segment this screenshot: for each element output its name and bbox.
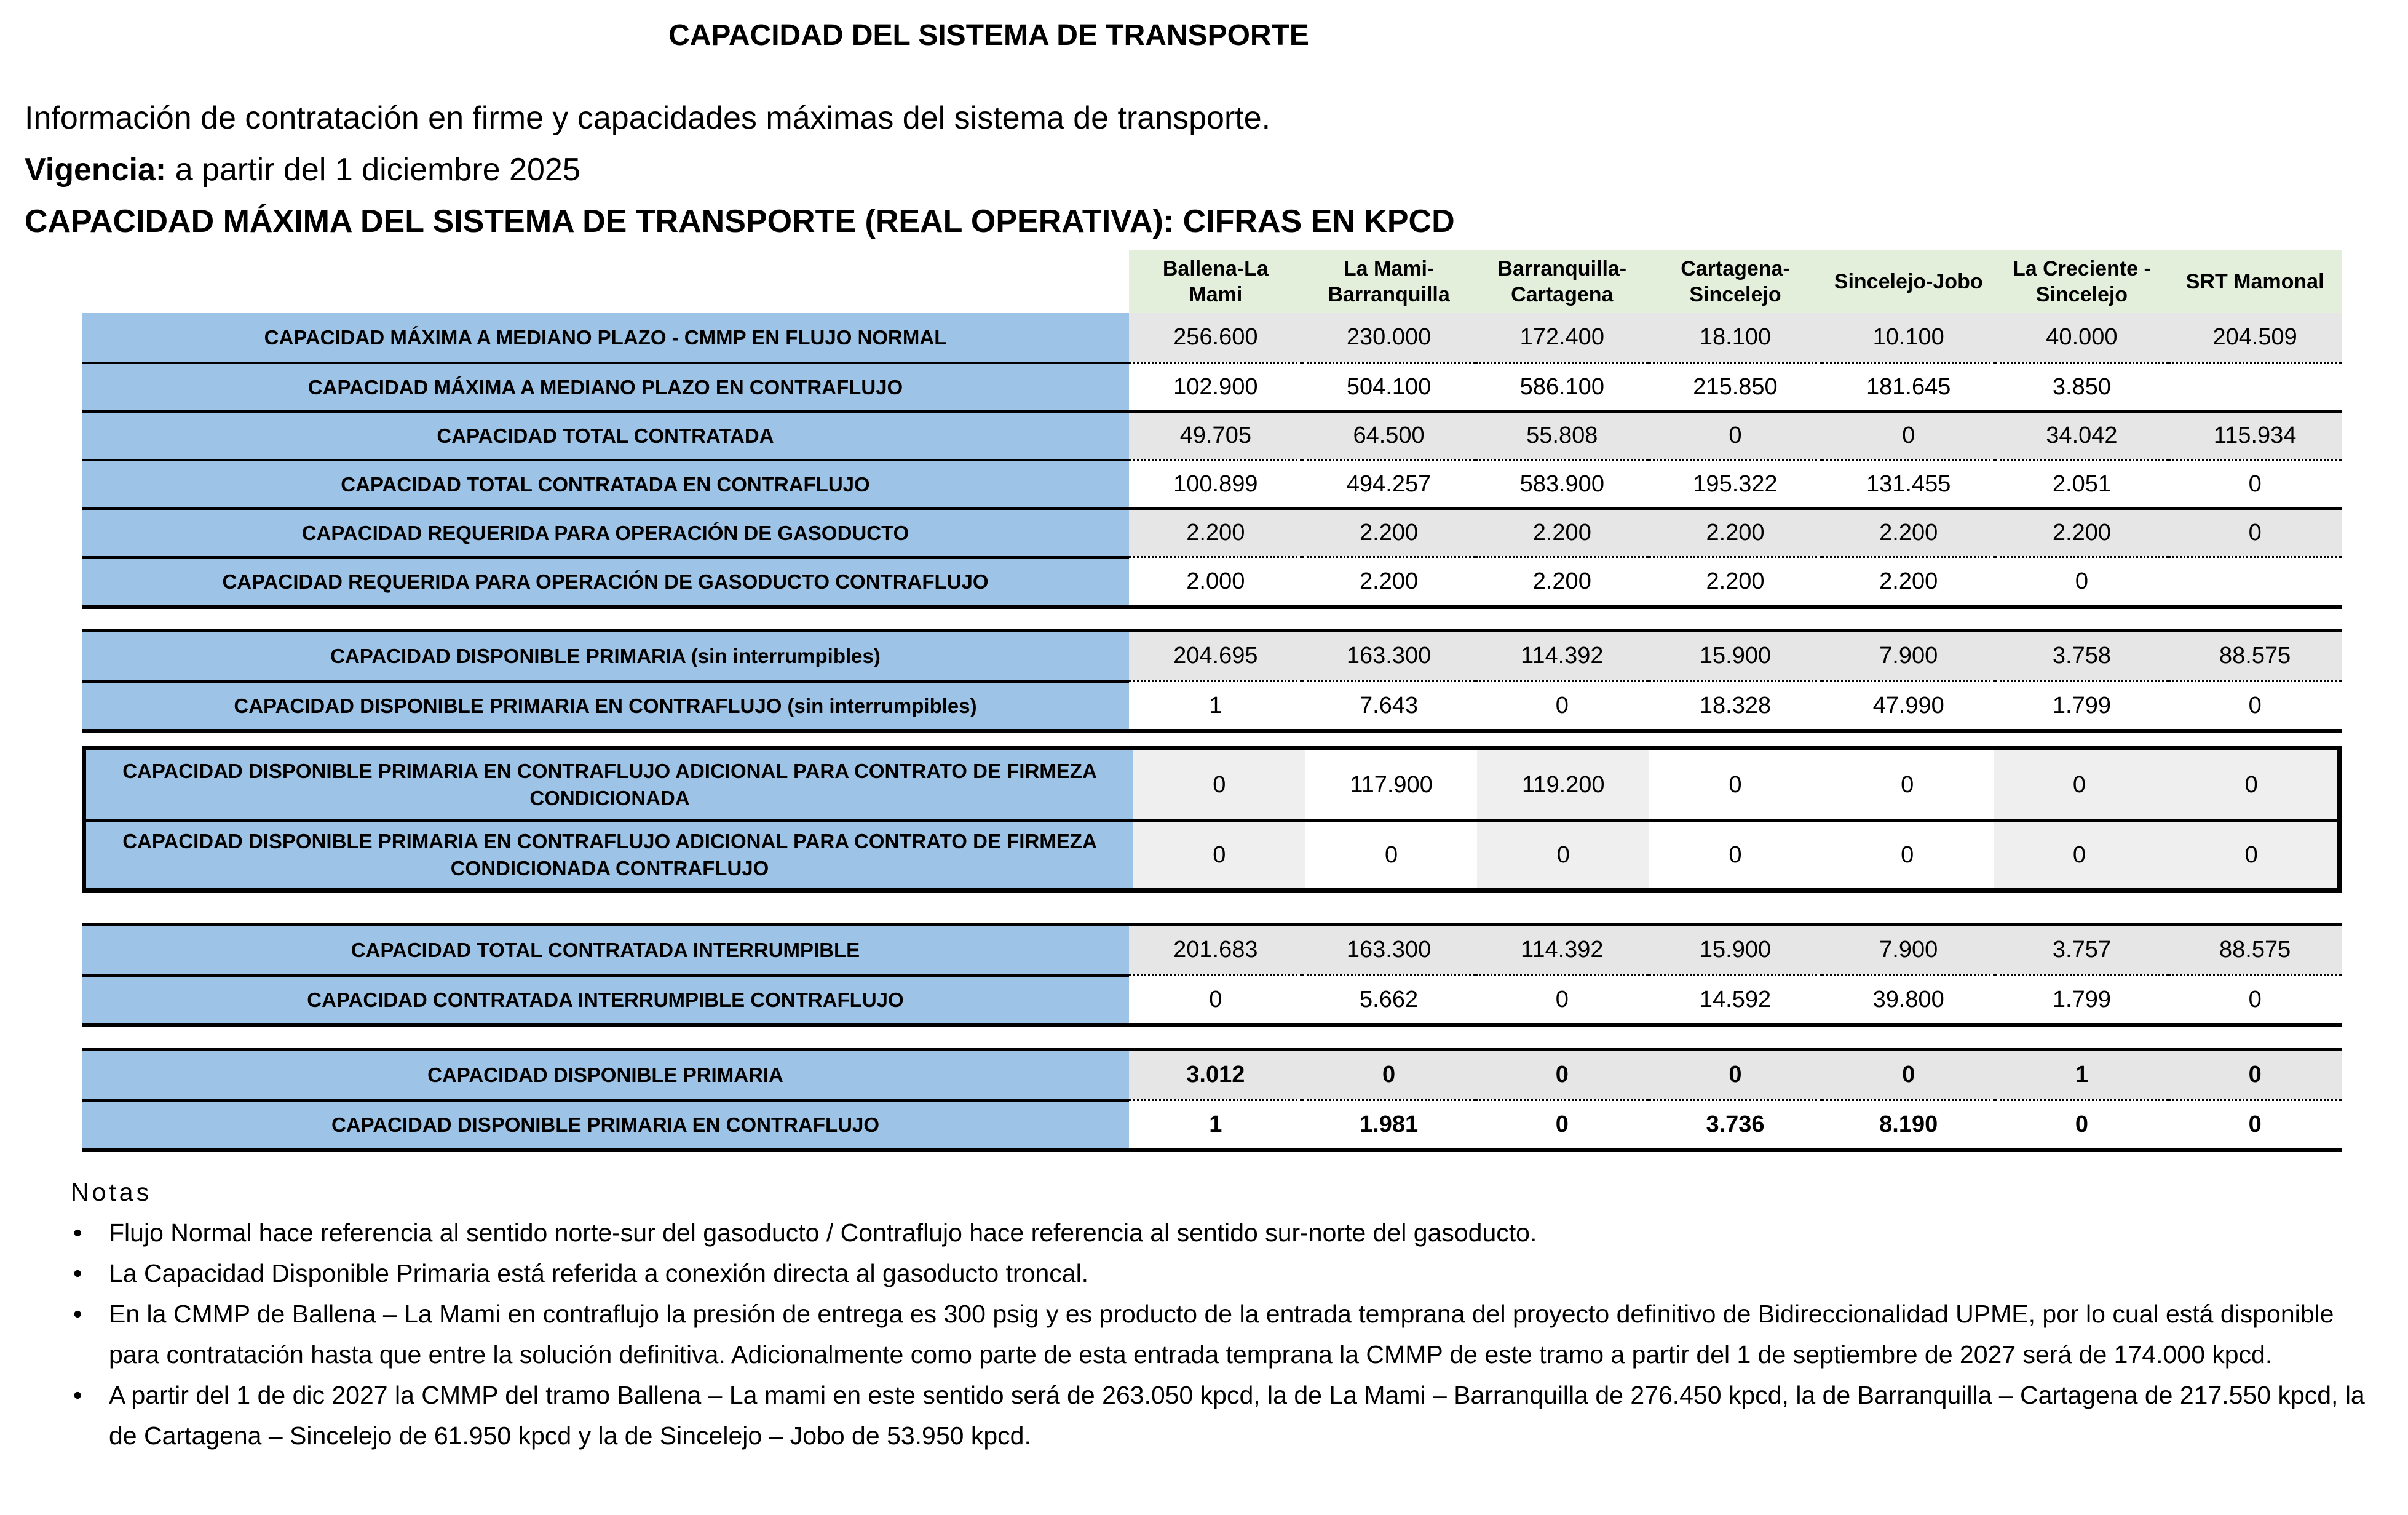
value-cell: 0 bbox=[1475, 974, 1649, 1023]
value-cell: 47.990 bbox=[1822, 680, 1995, 729]
column-header: Sincelejo-Jobo bbox=[1822, 250, 1995, 313]
value-cell: 0 bbox=[1302, 1051, 1476, 1099]
value-cell: 0 bbox=[1649, 750, 1821, 819]
table-row bbox=[82, 1099, 2342, 1148]
value-cell: 64.500 bbox=[1302, 410, 1476, 459]
table-section-cmmp bbox=[82, 313, 2342, 609]
value-cell: 1.799 bbox=[1995, 974, 2169, 1023]
value-cell: 0 bbox=[1995, 556, 2169, 605]
column-header: Ballena-La Mami bbox=[1129, 250, 1302, 313]
value-cell: 34.042 bbox=[1995, 410, 2169, 459]
row-label: CAPACIDAD DISPONIBLE PRIMARIA bbox=[82, 1051, 1129, 1099]
value-cell: 504.100 bbox=[1302, 362, 1476, 410]
notes bbox=[71, 1172, 2370, 1456]
value-cell: 0 bbox=[1994, 750, 2166, 819]
value-cell: 1 bbox=[1129, 1099, 1302, 1148]
row-label: CAPACIDAD DISPONIBLE PRIMARIA EN CONTRAFLUJO bbox=[82, 1099, 1129, 1148]
value-cell: 88.575 bbox=[2168, 926, 2342, 974]
section-heading: CAPACIDAD MÁXIMA DEL SISTEMA DE TRANSPORTE (REAL OPERATIVA): CIFRAS EN KPCD bbox=[25, 204, 1455, 239]
value-cell: 117.900 bbox=[1305, 750, 1478, 819]
value-cell: 100.899 bbox=[1129, 459, 1302, 507]
value-cell: 102.900 bbox=[1129, 362, 1302, 410]
column-header: Cartagena-Sincelejo bbox=[1649, 250, 1822, 313]
table-row bbox=[82, 1051, 2342, 1099]
note-item bbox=[71, 1253, 2370, 1294]
value-cell: 3.850 bbox=[1995, 362, 2169, 410]
value-cell: 0 bbox=[2168, 1051, 2342, 1099]
value-cell: 114.392 bbox=[1475, 632, 1649, 680]
value-cell: 15.900 bbox=[1649, 926, 1822, 974]
value-cell: 49.705 bbox=[1129, 410, 1302, 459]
value-cell: 204.509 bbox=[2168, 313, 2342, 362]
value-cell: 230.000 bbox=[1302, 313, 1476, 362]
vigencia-line bbox=[25, 144, 2361, 196]
value-cell: 39.800 bbox=[1822, 974, 1995, 1023]
table-header-row bbox=[82, 250, 2342, 313]
value-cell: 0 bbox=[2168, 974, 2342, 1023]
value-cell: 0 bbox=[1475, 1099, 1649, 1148]
row-label: CAPACIDAD DISPONIBLE PRIMARIA EN CONTRAFLUJO ADICIONAL PARA CONTRATO DE FIRMEZA CONDICIONADA CONTRAFLUJO bbox=[86, 819, 1133, 888]
value-cell: 256.600 bbox=[1129, 313, 1302, 362]
value-cell: 1.799 bbox=[1995, 680, 2169, 729]
capacity-table bbox=[82, 250, 2342, 1152]
value-cell: 583.900 bbox=[1475, 459, 1649, 507]
value-cell: 2.200 bbox=[1302, 507, 1476, 556]
value-cell: 2.000 bbox=[1129, 556, 1302, 605]
value-cell: 0 bbox=[1995, 1099, 2169, 1148]
value-cell: 163.300 bbox=[1302, 632, 1476, 680]
value-cell: 2.200 bbox=[1302, 556, 1476, 605]
value-cell: 88.575 bbox=[2168, 632, 2342, 680]
table-row bbox=[82, 632, 2342, 680]
value-cell: 0 bbox=[1649, 819, 1821, 888]
value-cell: 2.200 bbox=[1475, 556, 1649, 605]
value-cell: 2.200 bbox=[1475, 507, 1649, 556]
value-cell: 5.662 bbox=[1302, 974, 1476, 1023]
bullet-icon: • bbox=[73, 1381, 82, 1409]
value-cell: 0 bbox=[1994, 819, 2166, 888]
row-label: CAPACIDAD TOTAL CONTRATADA bbox=[82, 410, 1129, 459]
value-cell: 0 bbox=[2168, 680, 2342, 729]
column-header: SRT Mamonal bbox=[2168, 250, 2342, 313]
value-cell: 2.051 bbox=[1995, 459, 2169, 507]
note-item bbox=[71, 1375, 2370, 1456]
value-cell: 18.100 bbox=[1649, 313, 1822, 362]
value-cell: 0 bbox=[1305, 819, 1478, 888]
row-label: CAPACIDAD MÁXIMA A MEDIANO PLAZO EN CONTRAFLUJO bbox=[82, 362, 1129, 410]
value-cell: 2.200 bbox=[1649, 507, 1822, 556]
vigencia-label: Vigencia: bbox=[25, 152, 167, 188]
value-cell: 115.934 bbox=[2168, 410, 2342, 459]
table-row bbox=[82, 362, 2342, 410]
table-row bbox=[82, 974, 2342, 1023]
bullet-icon: • bbox=[73, 1300, 82, 1328]
row-label: CAPACIDAD CONTRATADA INTERRUMPIBLE CONTRAFLUJO bbox=[82, 974, 1129, 1023]
note-item bbox=[71, 1294, 2370, 1375]
value-cell: 7.900 bbox=[1822, 632, 1995, 680]
value-cell: 2.200 bbox=[1649, 556, 1822, 605]
table-section-firmeza-condicionada bbox=[82, 746, 2342, 893]
value-cell: 2.200 bbox=[1822, 556, 1995, 605]
value-cell: 0 bbox=[2168, 507, 2342, 556]
value-cell bbox=[2168, 556, 2342, 605]
table-row bbox=[82, 556, 2342, 605]
subtitle: Información de contratación en firme y capacidades máximas del sistema de transporte. bbox=[25, 100, 1271, 136]
table-row bbox=[82, 680, 2342, 729]
table-section-disponible-primaria-sin-interrumpibles bbox=[82, 629, 2342, 733]
value-cell: 15.900 bbox=[1649, 632, 1822, 680]
value-cell: 3.012 bbox=[1129, 1051, 1302, 1099]
note-text: La Capacidad Disponible Primaria está referida a conexión directa al gasoducto troncal. bbox=[109, 1259, 1089, 1287]
value-cell: 1 bbox=[1129, 680, 1302, 729]
value-cell: 14.592 bbox=[1649, 974, 1822, 1023]
value-cell: 0 bbox=[1649, 410, 1822, 459]
value-cell: 1.981 bbox=[1302, 1099, 1476, 1148]
bullet-icon: • bbox=[73, 1259, 82, 1287]
value-cell: 586.100 bbox=[1475, 362, 1649, 410]
value-cell bbox=[2168, 362, 2342, 410]
value-cell: 3.736 bbox=[1649, 1099, 1822, 1148]
row-label: CAPACIDAD MÁXIMA A MEDIANO PLAZO - CMMP EN FLUJO NORMAL bbox=[82, 313, 1129, 362]
value-cell: 172.400 bbox=[1475, 313, 1649, 362]
table-row bbox=[86, 819, 2337, 888]
value-cell: 0 bbox=[1477, 819, 1649, 888]
value-cell: 0 bbox=[1821, 750, 1994, 819]
value-cell: 119.200 bbox=[1477, 750, 1649, 819]
value-cell: 0 bbox=[2168, 459, 2342, 507]
value-cell: 7.643 bbox=[1302, 680, 1476, 729]
value-cell: 1 bbox=[1995, 1051, 2169, 1099]
column-header: La Mami-Barranquilla bbox=[1302, 250, 1476, 313]
value-cell: 40.000 bbox=[1995, 313, 2169, 362]
value-cell: 0 bbox=[2165, 750, 2337, 819]
value-cell: 204.695 bbox=[1129, 632, 1302, 680]
page-title: CAPACIDAD DEL SISTEMA DE TRANSPORTE bbox=[668, 19, 1309, 52]
value-cell: 0 bbox=[1822, 410, 1995, 459]
value-cell: 3.757 bbox=[1995, 926, 2169, 974]
notes-heading: Notas bbox=[71, 1178, 152, 1206]
value-cell: 0 bbox=[2168, 1099, 2342, 1148]
value-cell: 0 bbox=[1133, 750, 1305, 819]
row-label: CAPACIDAD TOTAL CONTRATADA INTERRUMPIBLE bbox=[82, 926, 1129, 974]
note-text: En la CMMP de Ballena – La Mami en contraflujo la presión de entrega es 300 psig y es producto de la entrada temprana del proyecto definitivo de Bidireccionalidad UPME, por lo cual está disponible para contratación hasta que entre la solución definitiva. Adicionalmente como parte de esta entrada temprana la CMMP de este tramo a partir del 1 de septiembre de 2027 será de 174.000 kpcd. bbox=[109, 1300, 2334, 1369]
table-row bbox=[86, 750, 2337, 819]
note-text: Flujo Normal hace referencia al sentido norte-sur del gasoducto / Contraflujo hace referencia al sentido sur-norte del gasoducto. bbox=[109, 1219, 1537, 1247]
value-cell: 0 bbox=[2165, 819, 2337, 888]
value-cell: 0 bbox=[1821, 819, 1994, 888]
value-cell: 114.392 bbox=[1475, 926, 1649, 974]
value-cell: 3.758 bbox=[1995, 632, 2169, 680]
column-header: La Creciente - Sincelejo bbox=[1995, 250, 2169, 313]
column-header: Barranquilla-Cartagena bbox=[1475, 250, 1649, 313]
value-cell: 2.200 bbox=[1822, 507, 1995, 556]
bullet-icon: • bbox=[73, 1219, 82, 1247]
value-cell: 2.200 bbox=[1995, 507, 2169, 556]
value-cell: 8.190 bbox=[1822, 1099, 1995, 1148]
table-section-interrumpible bbox=[82, 923, 2342, 1027]
note-text: A partir del 1 de dic 2027 la CMMP del tramo Ballena – La mami en este sentido será de 263.050 kpcd, la de La Mami – Barranquilla de 276.450 kpcd, la de Barranquilla – Cartagena de 217.550 kpcd, la de Cartagena – Sincelejo de 61.950 kpcd y la de Sincelejo – Jobo de 53.950 kpcd. bbox=[109, 1381, 2365, 1450]
value-cell: 0 bbox=[1129, 974, 1302, 1023]
value-cell: 181.645 bbox=[1822, 362, 1995, 410]
value-cell: 18.328 bbox=[1649, 680, 1822, 729]
vigencia-value: a partir del 1 diciembre 2025 bbox=[166, 152, 580, 188]
value-cell: 215.850 bbox=[1649, 362, 1822, 410]
value-cell: 0 bbox=[1133, 819, 1305, 888]
row-label: CAPACIDAD REQUERIDA PARA OPERACIÓN DE GASODUCTO CONTRAFLUJO bbox=[82, 556, 1129, 605]
value-cell: 0 bbox=[1649, 1051, 1822, 1099]
intro-block bbox=[25, 92, 2361, 247]
value-cell: 201.683 bbox=[1129, 926, 1302, 974]
row-label: CAPACIDAD DISPONIBLE PRIMARIA EN CONTRAFLUJO ADICIONAL PARA CONTRATO DE FIRMEZA CONDICIONADA bbox=[86, 750, 1133, 819]
table-section-disponible-primaria bbox=[82, 1048, 2342, 1152]
value-cell: 55.808 bbox=[1475, 410, 1649, 459]
row-label: CAPACIDAD TOTAL CONTRATADA EN CONTRAFLUJO bbox=[82, 459, 1129, 507]
row-label: CAPACIDAD DISPONIBLE PRIMARIA EN CONTRAFLUJO (sin interrumpibles) bbox=[82, 680, 1129, 729]
row-label: CAPACIDAD DISPONIBLE PRIMARIA (sin interrumpibles) bbox=[82, 632, 1129, 680]
table-row bbox=[82, 459, 2342, 507]
header-spacer bbox=[82, 250, 1129, 313]
value-cell: 0 bbox=[1475, 1051, 1649, 1099]
table-row bbox=[82, 313, 2342, 362]
table-row bbox=[82, 410, 2342, 459]
value-cell: 0 bbox=[1822, 1051, 1995, 1099]
value-cell: 0 bbox=[1475, 680, 1649, 729]
value-cell: 7.900 bbox=[1822, 926, 1995, 974]
value-cell: 494.257 bbox=[1302, 459, 1476, 507]
value-cell: 195.322 bbox=[1649, 459, 1822, 507]
value-cell: 131.455 bbox=[1822, 459, 1995, 507]
note-item bbox=[71, 1212, 2370, 1253]
table-row bbox=[82, 926, 2342, 974]
table-row bbox=[82, 507, 2342, 556]
row-label: CAPACIDAD REQUERIDA PARA OPERACIÓN DE GASODUCTO bbox=[82, 507, 1129, 556]
value-cell: 10.100 bbox=[1822, 313, 1995, 362]
value-cell: 2.200 bbox=[1129, 507, 1302, 556]
value-cell: 163.300 bbox=[1302, 926, 1476, 974]
